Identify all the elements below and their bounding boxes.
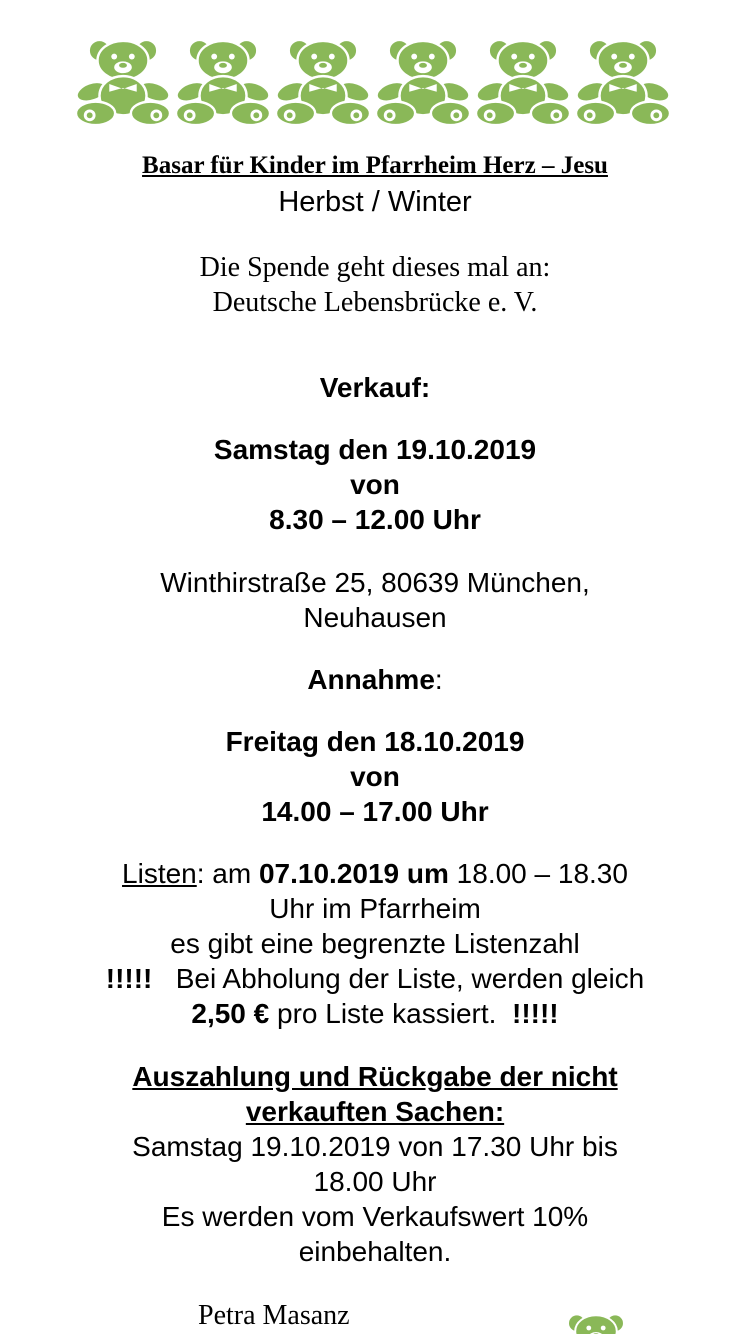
listen-line-1 bbox=[0, 856, 750, 891]
exclamation-marks: !!!!! bbox=[512, 998, 559, 1029]
verkauf-heading: Verkauf: bbox=[319, 372, 431, 403]
exclamation-marks: !!!!! bbox=[105, 963, 153, 994]
auszahlung-line-2: 18.00 Uhr bbox=[313, 1166, 437, 1197]
teddy-bear-icon bbox=[174, 36, 272, 128]
annahme-label: Annahme bbox=[307, 664, 435, 695]
listen-block bbox=[0, 856, 750, 1031]
teddy-bear-icon bbox=[374, 36, 472, 128]
listen-date: 07.10.2019 um bbox=[258, 858, 449, 889]
teddy-bear-icon bbox=[474, 36, 572, 128]
annahme-date: Freitag den 18.10.2019 bbox=[225, 726, 525, 757]
listen-line-2: Uhr im Pfarrheim bbox=[269, 893, 481, 924]
auszahlung-line-1: Samstag 19.10.2019 von 17.30 Uhr bis bbox=[132, 1131, 618, 1162]
auszahlung-block bbox=[0, 1059, 750, 1269]
listen-text-5: pro Liste kassiert. bbox=[269, 998, 512, 1029]
teddy-bear-icon bbox=[274, 36, 372, 128]
auszahlung-line-4: einbehalten. bbox=[298, 1236, 452, 1267]
annahme-time: 14.00 – 17.00 Uhr bbox=[261, 796, 489, 827]
donation-note bbox=[0, 250, 750, 320]
verkauf-von: von bbox=[350, 469, 400, 500]
annahme-block bbox=[0, 724, 750, 829]
annahme-colon: : bbox=[434, 664, 443, 695]
list-price: 2,50 € bbox=[191, 998, 270, 1029]
listen-text-4: Bei Abholung der Liste, werden gleich bbox=[152, 963, 645, 994]
address-line-2: Neuhausen bbox=[303, 602, 447, 633]
listen-text-1: : am bbox=[196, 858, 259, 889]
verkauf-date: Samstag den 19.10.2019 bbox=[213, 434, 537, 465]
listen-label: Listen bbox=[122, 858, 197, 889]
page-title: Basar für Kinder im Pfarrheim Herz – Jesu bbox=[142, 152, 608, 179]
season-subtitle: Herbst / Winter bbox=[278, 186, 472, 218]
signature-name: Petra Masanz bbox=[198, 1300, 350, 1331]
listen-time: 18.00 – 18.30 bbox=[448, 858, 628, 889]
auszahlung-heading-2: verkauften Sachen: bbox=[245, 1096, 505, 1127]
address-line-1: Winthirstraße 25, 80639 München, bbox=[160, 567, 590, 598]
donation-line-1: Die Spende geht dieses mal an: bbox=[199, 252, 551, 283]
listen-line-5 bbox=[0, 996, 750, 1031]
verkauf-block bbox=[0, 432, 750, 537]
donation-recipient: Deutsche Lebensbrücke e. V. bbox=[212, 287, 538, 318]
teddy-bear-icon bbox=[74, 36, 172, 128]
auszahlung-line-3: Es werden vom Verkaufswert 10% bbox=[161, 1201, 589, 1232]
listen-line-4 bbox=[0, 961, 750, 996]
annahme-heading bbox=[0, 662, 750, 697]
teddy-bear-icon bbox=[574, 36, 672, 128]
address-block bbox=[0, 565, 750, 635]
verkauf-time: 8.30 – 12.00 Uhr bbox=[269, 504, 481, 535]
annahme-von: von bbox=[350, 761, 400, 792]
teddy-bear-border bbox=[74, 36, 674, 128]
teddy-bear-icon bbox=[556, 1312, 636, 1334]
listen-line-3: es gibt eine begrenzte Listenzahl bbox=[170, 928, 580, 959]
auszahlung-heading-1: Auszahlung und Rückgabe der nicht bbox=[132, 1061, 618, 1092]
